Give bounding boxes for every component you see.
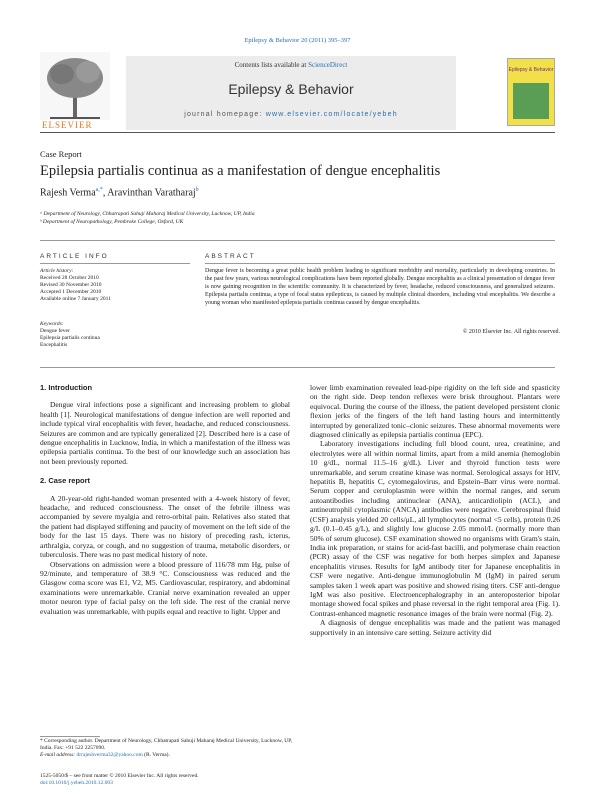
article-info-heading: ARTICLE INFO [40, 253, 109, 260]
author-separator: , [102, 187, 108, 199]
divider [40, 263, 190, 264]
elsevier-tree-logo [40, 52, 110, 130]
left-column [40, 383, 290, 616]
journal-cover-thumbnail [507, 58, 555, 126]
paragraph: Observations on admission were a blood pressure of 116/78 mm Hg, pulse of 92/minute, and temperature of 38.9 °C. Consciousness was reduced and the Glasgow coma score was E1, V2, M5. Cardiovascular, respiratory, and abdominal examinations were unremarkable. Cranial nerve examination revealed an upper motor neuron type of facial palsy on the left side. The rest of the cranial nerve evaluation was unremarkable, with pupils equal and reactive to light. Upper and [40, 559, 290, 616]
history-line: Revised 30 November 2010 [40, 282, 102, 288]
email-suffix: (R. Verma). [142, 752, 170, 758]
article-type: Case Report [40, 149, 82, 159]
divider [205, 263, 555, 264]
footnote-divider [40, 736, 100, 737]
keyword: Epilepsia partialis continua [40, 335, 100, 341]
author-name: Rajesh Verma [40, 187, 96, 199]
paragraph: Laboratory investigations including full blood count, urea, creatinine, and electrolytes were all within normal limits, apart from a mild anemia (hemoglobin 10 g/dL, normal 11.5–16 g/dL). Liver and thyroid function tests were unremarkable, and serum creatine kinase was normal. Serological assays for HIV, hepatitis B, hepatitis C, cytomegalovirus, and Epstein–Barr virus were normal. Serum copper and ceruloplasmin were within the normal ranges, and serum autoantibodies including antinuclear (ANA), anticardiolipin (ACL), and antineutrophil cytoplasmic (ANCA) antibodies were negative. Cerebrospinal fluid (CSF) analysis yielded 20 cells/μL, all lymphocytes (normal <5 cells), protein 0.26 g/L (0.1–0.45 g/L), and slightly low glucose 2.05 mmol/L (normally more than 50% of serum glucose). CSF examination showed no organisms with Gram's stain, India ink preparation, or stains for acid-fast bacilli, and polymerase chain reaction (PCR) assay of the CSF was negative for both herpes simplex and Japanese encephalitis viruses. Results for IgM antibody titer for Japanese encephalitis in CSF were negative. Anti-dengue immunoglobulin M (IgM) in paired serum samples taken 1 week apart was positive and showed rising titers. CSF anti-dengue IgM was also positive. Electroencephalography in an anteroposterior bipolar montage showed focal spikes and phase reversal in the right temporal area (Fig. 1). Contrast-enhanced magnetic resonance images of the brain were normal (Fig. 2). [310, 439, 560, 618]
history-line: Available online 7 January 2011 [40, 296, 111, 302]
history-line: Accepted 1 December 2010 [40, 289, 102, 295]
contents-prefix: Contents lists available at [234, 61, 309, 69]
homepage-prefix: journal homepage: [184, 111, 266, 118]
cover-title: Epilepsy & Behavior [508, 67, 554, 73]
copyright: © 2010 Elsevier Inc. All rights reserved. [462, 329, 560, 335]
paragraph: A diagnosis of dengue encephalitis was made and the patient was managed supportively in an intensive care setting. Seizure activity did [310, 618, 560, 637]
affiliation: ᵇ Department of Neuropathology, Pembroke College, Oxford, UK [40, 219, 184, 225]
author-affiliation-marker[interactable]: b [195, 187, 199, 193]
journal-name: Epilepsy & Behavior [228, 81, 354, 97]
abstract-text: Dengue fever is becoming a great public health problem leading to significant morbidity and mortality, particularly in developing countries. In the past few years, various neurological complications have been reported globally. Dengue encephalitis as a clinical presentation of dengue fever is now gaining recognition in the scientific community. It is characterized by fever, headache, reduced consciousness, and generalized seizures. Epilepsia partialis continua, a type of focal status epilepticus, is caused by multiple clinical disorders, including viral encephalitis. We describe a young woman who manifested epilepsia partialis continua caused by dengue encephalitis. [205, 268, 555, 306]
journal-homepage [126, 111, 456, 118]
history-label: Article history: [40, 268, 74, 274]
doi-link[interactable]: doi:10.1016/j.yebeh.2010.12.003 [40, 780, 113, 786]
article-history [40, 268, 190, 303]
article-title: Epilepsia partialis continua as a manifestation of dengue encephalitis [40, 163, 441, 179]
publisher-wordmark: ELSEVIER [42, 120, 93, 130]
email-link[interactable]: drrajeshverma32@yahoo.com [76, 752, 143, 758]
section-heading-case-report: 2. Case report [40, 476, 91, 486]
keyword: Dengue fever [40, 328, 70, 334]
sciencedirect-link[interactable]: ScienceDirect [308, 61, 348, 69]
issn-line: 1525-5050/$ – see front matter © 2010 Elsevier Inc. All rights reserved. [40, 773, 199, 779]
email-label: E-mail address: [40, 752, 77, 758]
corresponding-author-note: * Corresponding author. Department of Neurology, Chhatrapati Sahuji Maharaj Medical University, Lucknow, UP, India. Fax: +91 522 2257090. [40, 738, 293, 751]
section-heading-introduction: 1. Introduction [40, 383, 93, 392]
email-line [40, 752, 295, 759]
homepage-link[interactable]: www.elsevier.com/locate/yebeh [265, 111, 398, 118]
contents-line [126, 61, 456, 69]
issn-block [40, 773, 295, 787]
masthead [40, 50, 555, 133]
keywords [40, 321, 190, 349]
keyword: Encephalitis [40, 342, 68, 348]
paragraph: Dengue viral infections pose a significant and increasing problem to global health [1]. Neurological manifestations of dengue infection are well reported and include typical viral encephalitis with fever, headache, and reduced consciousness. Seizures are common and are typically generalized [2]. Described here is a case of dengue encephalitis in Lucknow, India, in which a manifestation of the illness was epilepsia partialis continua. To the best of our knowledge such an association has not been previously reported. [40, 400, 290, 466]
footnote [40, 738, 295, 759]
cover-art [513, 83, 549, 119]
paragraph: lower limb examination revealed lead-pipe rigidity on the left side and spasticity on the right side. Deep tendon reflexes were brisk throughout. Plantars were equivocal. During the course of the illness, the patient developed persistent clonic flexion jerks of the fingers of the left hand lasting hours and intermittently interrupted by generalized tonic–clonic seizures. These abnormal movements were diagnosed clinically as epilepsia partialis continua (EPC). [310, 383, 560, 440]
author-list [40, 187, 199, 198]
affiliation: ᵃ Department of Neurology, Chhatrapati Sahuji Maharaj Medical University, Lucknow, UP, India [40, 211, 255, 217]
masthead-center [126, 56, 456, 130]
keywords-label: Keywords: [40, 321, 64, 327]
divider [40, 367, 555, 368]
author-affiliation-marker[interactable]: a,* [95, 187, 103, 193]
divider [40, 240, 555, 241]
author-name: Aravinthan Varatharaj [107, 187, 196, 199]
journal-reference[interactable]: Epilepsy & Behavior 20 (2011) 395–397 [244, 37, 351, 44]
history-line: Received 28 October 2010 [40, 275, 99, 281]
right-column [310, 383, 560, 637]
paragraph: A 20-year-old right-handed woman presented with a 4-week history of fever, headache, and reduced consciousness. The onset of the febrile illness was accompanied by severe myalgia and retro-orbital pain. Relatives also stated that the patient had displayed stiffening and paucity of movement on the left side of the body for the last 15 days. There was no history of preceding rash, icterus, arthralgia, coryza, or cough, and no suggestion of trauma, metabolic disorders, or tuberculosis. There was no past medical history of note. [40, 493, 290, 560]
abstract-heading: ABSTRACT [205, 253, 256, 260]
